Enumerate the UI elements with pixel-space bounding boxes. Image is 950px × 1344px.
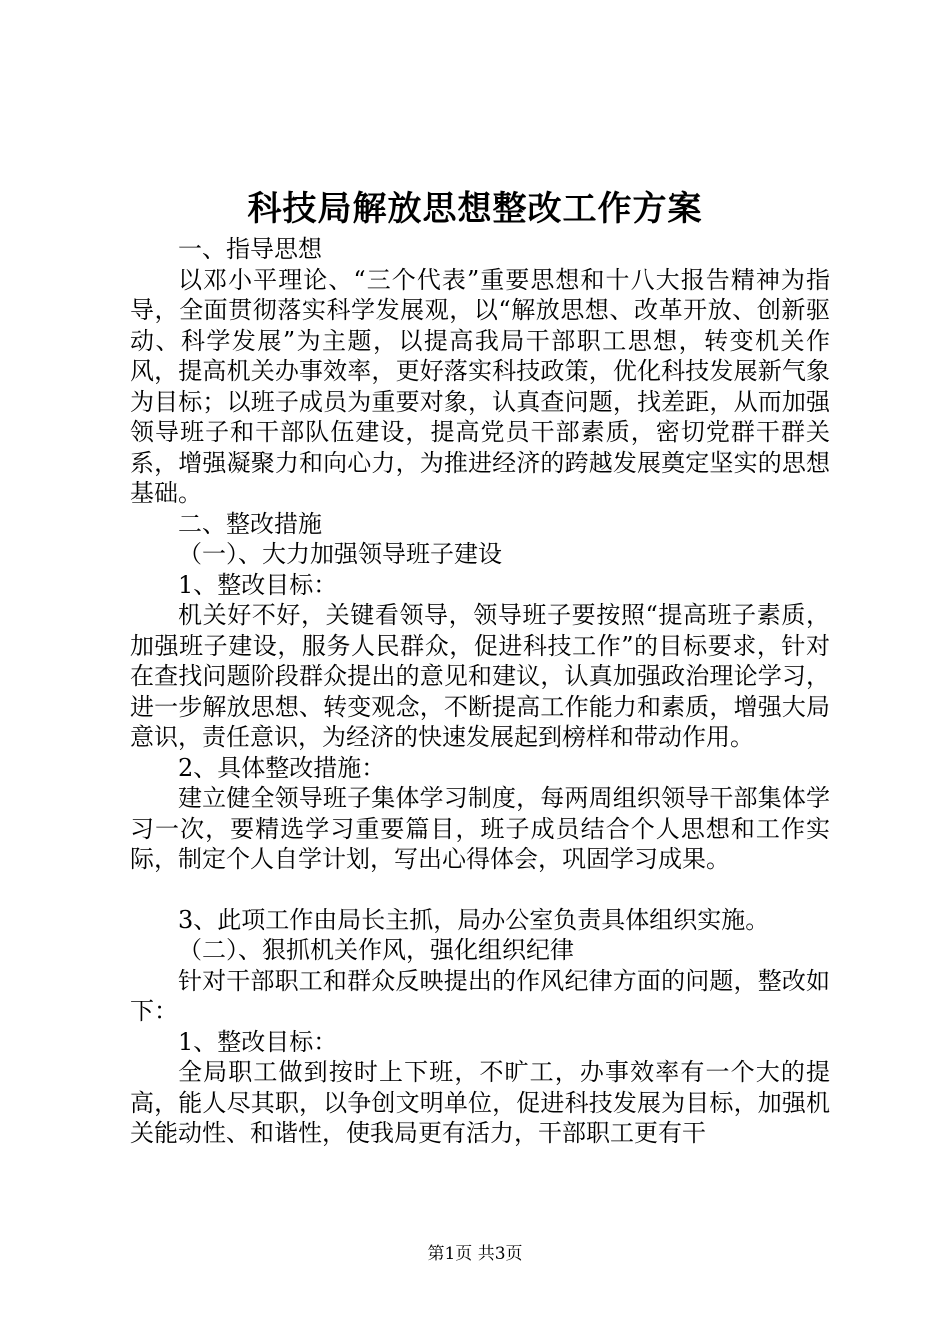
- paragraph-guiding-thought: 以邓小平理论、“三个代表”重要思想和十八大报告精神为指导，全面贯彻落实科学发展观，以“解放思想、改革开放、创新驱动、科学发展”为主题，以提高我局干部职工思想，转变机关作风，提高机关办事效率，更好落实科技政策，优化科技发展新气象为目标；以班子成员为重要对象，认真查问题，找差距，从而加强领导班子和干部队伍建设，提高党员干部素质，密切党群干群关系，增强凝聚力和向心力，为推进经济的跨越发展奠定坚实的思想基础。: [130, 265, 830, 507]
- page-number-footer: 第1页 共3页: [427, 1244, 523, 1264]
- item-heading-measures-2: 2、具体整改措施：: [178, 753, 386, 782]
- item-heading-goal-1-second: 1、整改目标：: [178, 1027, 338, 1056]
- document-title: 科技局解放思想整改工作方案: [247, 189, 703, 229]
- subsection-heading-leadership: （一）、大力加强领导班子建设: [178, 540, 502, 568]
- paragraph-leadership-goal: 机关好不好，关键看领导，领导班子要按照“提高班子素质，加强班子建设，服务人民群众，促进科技工作”的目标要求，针对在查找问题阶段群众提出的意见和建议，认真加强政治理论学习，进一步解放思想、转变观念，不断提高工作能力和素质，增强大局意识，责任意识，为经济的快速发展起到榜样和带动作用。: [130, 601, 830, 751]
- paragraph-study-system: 建立健全领导班子集体学习制度，每两周组织领导干部集体学习一次，要精选学习重要篇目，班子成员结合个人思想和工作实际，制定个人自学计划，写出心得体会，巩固学习成果。: [130, 784, 830, 873]
- paragraph-work-style-goal: 全局职工做到按时上下班，不旷工，办事效率有一个大的提高，能人尽其职，以争创文明单位，促进科技发展为目标，加强机关能动性、和谐性，使我局更有活力，干部职工更有干: [130, 1058, 830, 1147]
- item-heading-goal-1: 1、整改目标：: [178, 570, 338, 599]
- subsection-heading-work-style: （二）、狠抓机关作风，强化组织纪律: [178, 936, 574, 964]
- section-heading-rectification-measures: 二、整改措施: [178, 509, 322, 538]
- paragraph-work-style-intro: 针对干部职工和群众反映提出的作风纪律方面的问题，整改如下：: [130, 966, 830, 1025]
- paragraph-responsibility: 3、此项工作由局长主抓，局办公室负责具体组织实施。: [178, 905, 770, 934]
- document-body: [130, 234, 830, 1149]
- section-heading-guiding-thought: 一、指导思想: [178, 235, 322, 263]
